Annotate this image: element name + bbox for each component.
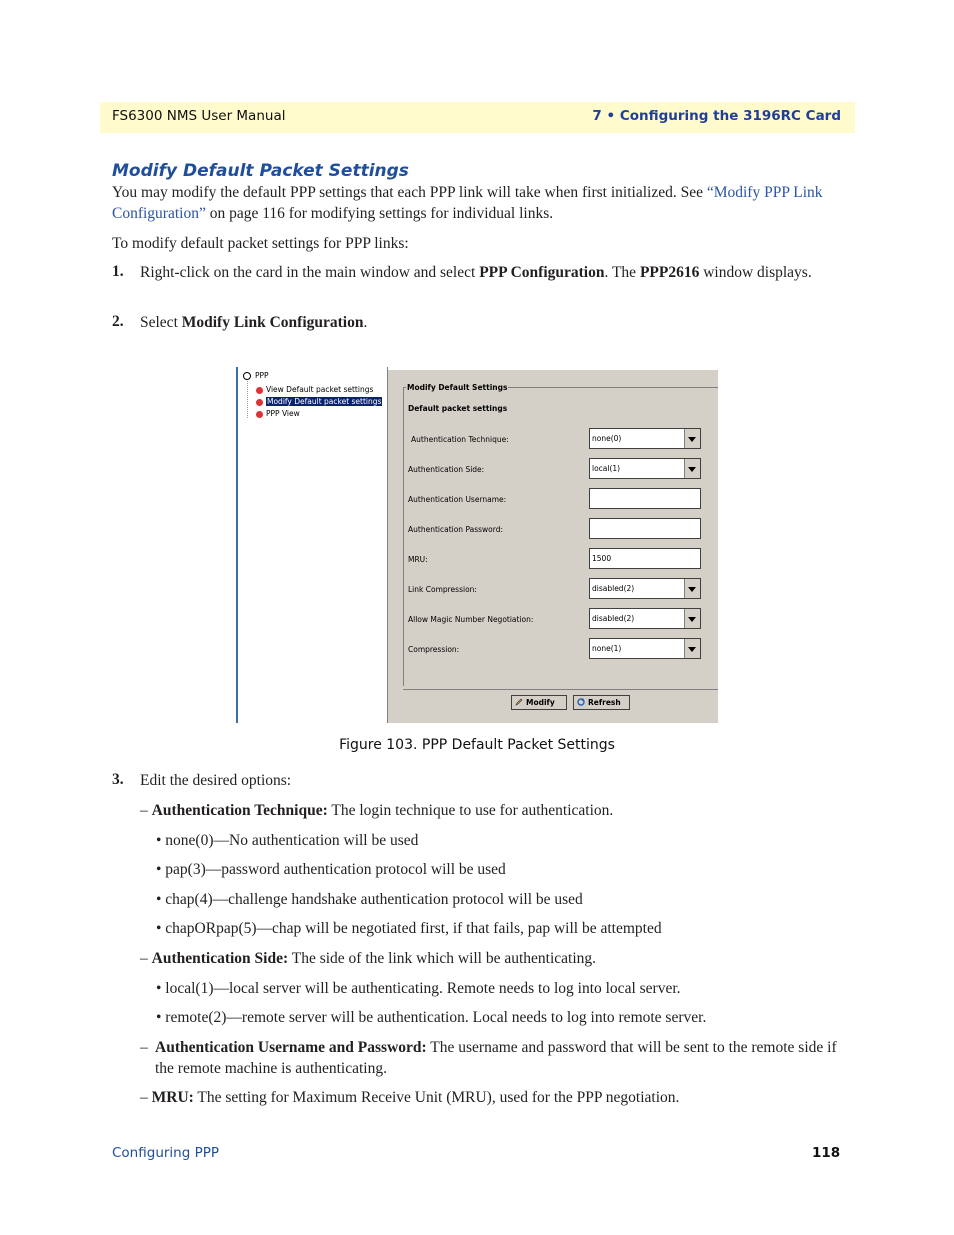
refresh-button[interactable] [573,695,630,710]
auth-side-select[interactable] [589,458,701,479]
option-auth-username [155,1038,845,1079]
select-value: local(1) [592,464,621,473]
step-number: 1. [112,263,124,280]
chevron-down-icon[interactable] [684,579,700,598]
modify-button-label: Modify [526,698,555,707]
option-auth-technique: – Authentication Technique: The login technique to use for authentication. [140,802,614,819]
tree-root-icon [243,372,251,380]
tree-item-label: View Default packet settings [266,385,374,394]
footer-section: Configuring PPP [112,1145,220,1161]
field-label: MRU: [408,555,428,564]
step-text: window displays. [699,264,812,281]
step-text: Right-click on the card in the main window and select [140,264,480,281]
step-text: Select [140,314,182,331]
chevron-down-icon[interactable] [684,459,700,478]
running-header [100,102,855,133]
option-term: Authentication Username and Password: [155,1039,427,1056]
refresh-button-label: Refresh [588,698,621,707]
tree-root-label: PPP [255,371,269,380]
select-value: disabled(2) [592,614,635,623]
pencil-icon [515,698,523,706]
dash-marker: – [140,1039,148,1056]
option-desc: The setting for Maximum Receive Unit (MRU), used for the PPP negotiation. [193,1089,680,1106]
field-label: Compression: [408,645,460,654]
list-item: • chap(4)—challenge handshake authentication protocol will be used [156,891,583,908]
step-1-text [140,263,840,284]
tree-item-label: PPP View [266,409,300,418]
intro-paragraph [112,183,842,224]
list-item: • none(0)—No authentication will be used [156,832,419,849]
mru-input[interactable] [589,548,701,569]
lead-paragraph: To modify default packet settings for PPP links: [112,235,409,252]
leaf-icon [256,399,263,406]
option-desc: The login technique to use for authentication. [327,802,614,819]
input-value: 1500 [592,554,612,563]
leaf-icon [256,411,263,418]
ppp-default-settings-screenshot [236,367,718,723]
page-number: 118 [812,1145,841,1161]
step-2-text [140,313,840,334]
tree-root-ppp[interactable] [243,371,269,380]
field-label: Authentication Technique: [411,435,509,444]
select-value: none(0) [592,434,622,443]
link-compression-select[interactable] [589,578,701,599]
intro-text: You may modify the default PPP settings that each PPP link will take when first initialized. See [112,184,707,201]
navigation-tree [236,367,388,723]
field-label: Link Compression: [408,585,477,594]
step-text: . The [604,264,640,281]
list-item: • remote(2)—remote server will be authentication. Local needs to log into remote server. [156,1009,707,1026]
window-term: PPP2616 [639,264,700,281]
cross-reference-link[interactable]: “Modify PPP Link Configuration” [112,184,823,222]
select-value: none(1) [592,644,622,653]
panel-top-edge [388,367,718,370]
tree-item-view-default[interactable] [256,385,373,394]
step-text: . [363,314,368,331]
field-label: Allow Magic Number Negotiation: [408,615,534,624]
leaf-icon [256,387,263,394]
tree-item-modify-default[interactable] [256,397,382,406]
section-title: Modify Default Packet Settings [112,161,409,181]
auth-password-input[interactable] [589,518,701,539]
chapter-title: 7 • Configuring the 3196RC Card [592,108,841,124]
auth-technique-select[interactable] [589,428,701,449]
chevron-down-icon[interactable] [684,609,700,628]
option-desc: The side of the link which will be authenticating. [288,950,597,967]
chevron-down-icon[interactable] [684,429,700,448]
select-value: disabled(2) [592,584,635,593]
step-3-text: Edit the desired options: [140,772,292,789]
menu-term: PPP Configuration [479,264,605,281]
option-mru: – MRU: The setting for Maximum Receive Unit (MRU), used for the PPP negotiation. [140,1089,680,1106]
menu-term: Modify Link Configuration [181,314,364,331]
magic-number-select[interactable] [589,608,701,629]
option-desc: The username and password that will be sent to the remote side if the remote machine is authenticating. [155,1039,837,1077]
auth-username-input[interactable] [589,488,701,509]
list-item: • local(1)—local server will be authenticating. Remote needs to log into local server. [156,980,681,997]
field-label: Authentication Password: [408,525,503,534]
group-box-title: Modify Default Settings [407,383,508,392]
chevron-down-icon[interactable] [684,639,700,658]
tree-item-label: Modify Default packet settings [267,397,382,406]
refresh-icon [577,698,585,706]
list-item: • pap(3)—password authentication protocol will be used [156,861,506,878]
compression-select[interactable] [589,638,701,659]
intro-text-end: on page 116 for modifying settings for individual links. [205,204,554,222]
group-box-subtitle: Default packet settings [408,404,508,413]
list-item: • chapORpap(5)—chap will be negotiated first, if that fails, pap will be attempted [156,920,662,937]
tree-connector [247,378,249,418]
modify-button[interactable] [511,695,567,710]
option-term: Authentication Side: [151,950,289,967]
option-term: MRU: [151,1089,194,1106]
figure-caption: Figure 103. PPP Default Packet Settings [339,737,615,753]
option-auth-side: – Authentication Side: The side of the link which will be authenticating. [140,950,597,967]
field-label: Authentication Side: [408,465,485,474]
option-term: Authentication Technique: [151,802,328,819]
field-label: Authentication Username: [408,495,507,504]
step-number: 3. [112,771,124,788]
tree-item-ppp-view[interactable] [256,409,300,418]
step-number: 2. [112,313,124,330]
manual-title: FS6300 NMS User Manual [112,108,286,124]
